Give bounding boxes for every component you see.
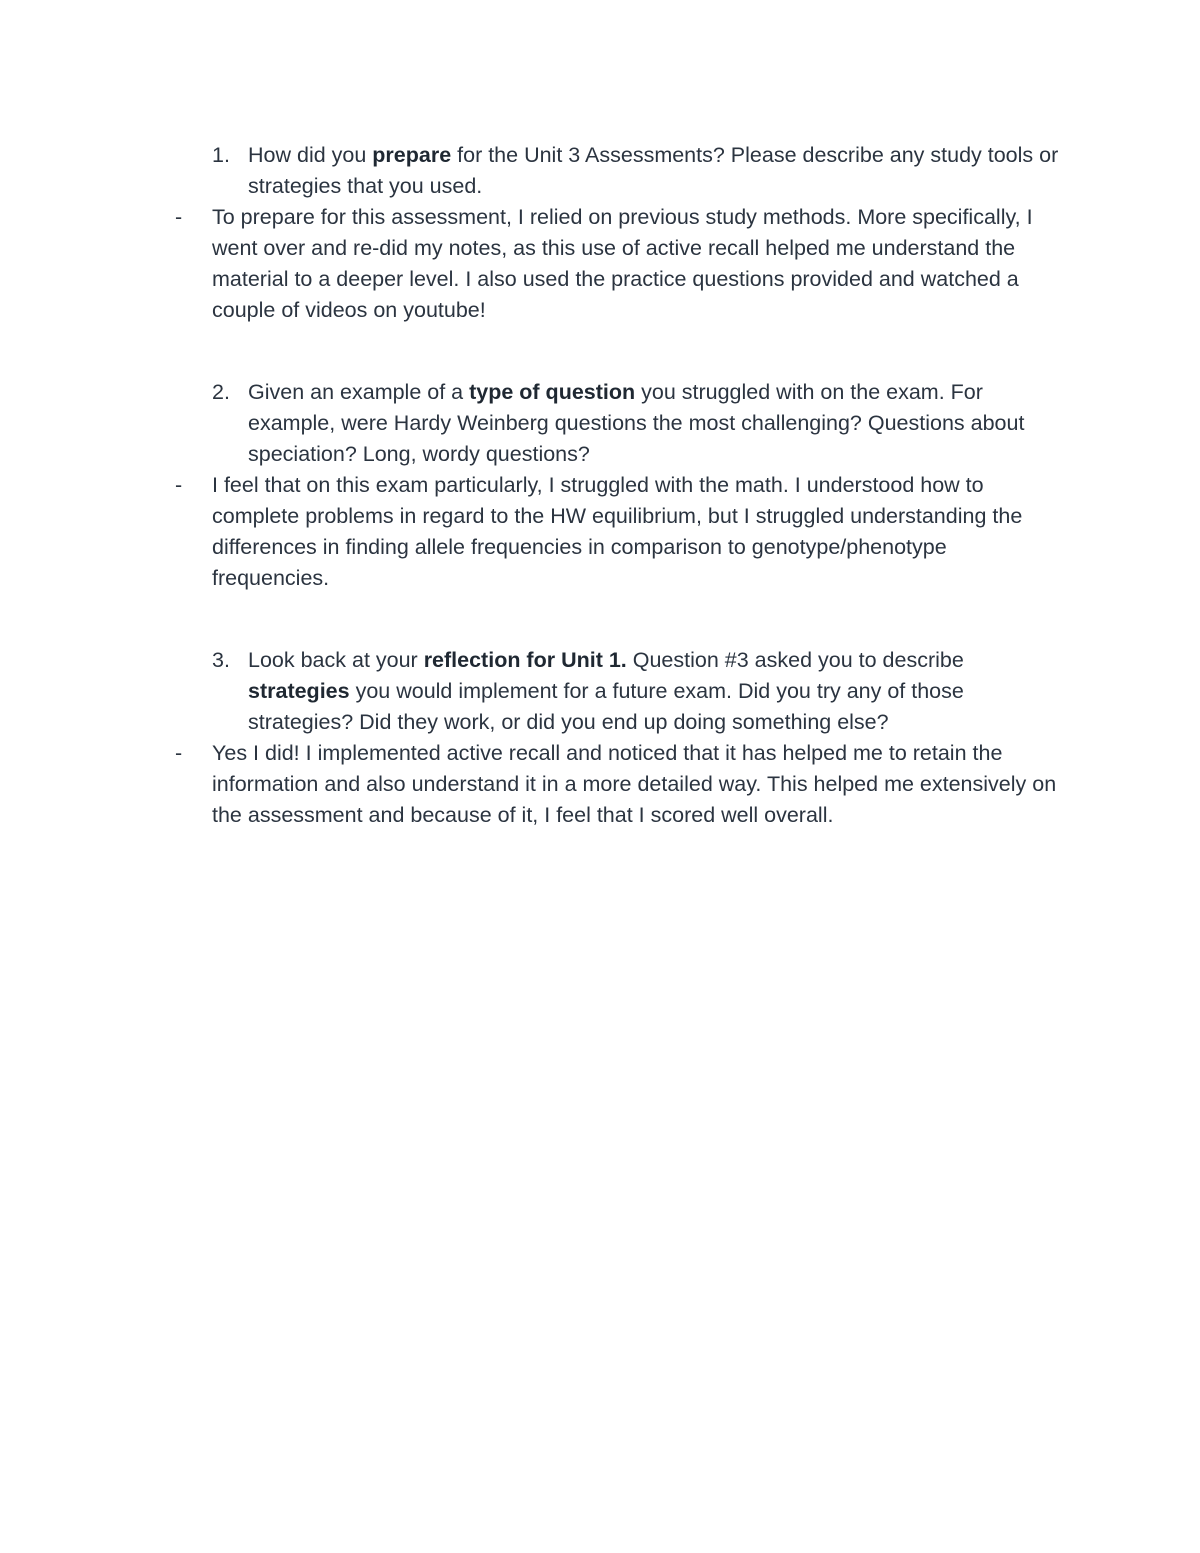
question-emphasis: prepare <box>372 143 452 167</box>
answer-1 <box>0 202 1062 326</box>
question-text: for the Unit 3 Assessments? Please describe any study tools or strategies that you used. <box>248 143 1059 198</box>
question-number: 3. <box>212 648 230 672</box>
question-text: Look back at your <box>248 648 424 672</box>
answer-text: Yes I did! I implemented active recall and noticed that it has helped me to retain the information and also understand it in a more detailed way. This helped me extensively on the assessment and because of it, I feel that I scored well overall. <box>212 741 1057 827</box>
answer-marker: - <box>175 473 183 497</box>
answer-marker: - <box>175 205 183 229</box>
question-emphasis: reflection for Unit 1. <box>423 648 627 672</box>
question-emphasis: type of question <box>469 380 636 404</box>
answer-2 <box>0 470 1062 594</box>
question-text: you struggled with on the exam. For example, were Hardy Weinberg questions the most challenging? Questions about speciation? Long, wordy questions? <box>248 380 1025 466</box>
question-text: Question #3 asked you to describe <box>626 648 964 672</box>
question-block-2 <box>0 377 1200 594</box>
question-text: you would implement for a future exam. Did you try any of those strategies? Did they work, or did you end up doing something else? <box>248 679 964 734</box>
question-text: How did you <box>248 143 373 167</box>
question-3 <box>0 645 1063 738</box>
answer-text: To prepare for this assessment, I relied on previous study methods. More specifically, I went over and re-did my notes, as this use of active recall helped me understand the material to a deeper level. I also used the practice questions provided and watched a couple of videos on youtube! <box>212 205 1033 322</box>
question-number: 1. <box>212 143 230 167</box>
question-emphasis: strategies <box>248 679 350 703</box>
answer-marker: - <box>175 741 183 765</box>
question-1 <box>0 140 1063 202</box>
question-2 <box>0 377 1063 470</box>
answer-3 <box>0 738 1062 831</box>
question-block-1 <box>0 140 1200 326</box>
answer-text: I feel that on this exam particularly, I struggled with the math. I understood how to complete problems in regard to the HW equilibrium, but I struggled understanding the differences in finding allele frequencies in comparison to genotype/phenotype frequencies. <box>212 473 1023 590</box>
question-text: Given an example of a <box>248 380 470 404</box>
question-block-3 <box>0 645 1200 831</box>
question-number: 2. <box>212 380 230 404</box>
